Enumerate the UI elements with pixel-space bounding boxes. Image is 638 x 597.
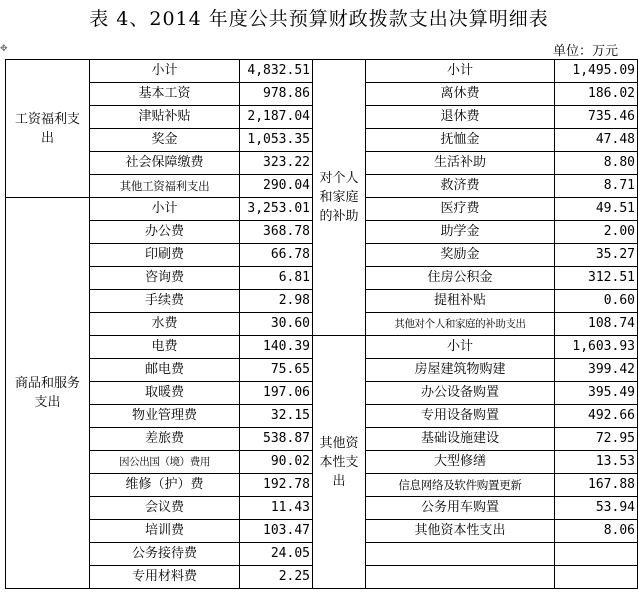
left-item-name: 咨询费	[90, 267, 240, 290]
right-item-name: 抚恤金	[366, 129, 555, 152]
right-item-name: 提租补贴	[366, 290, 555, 313]
left-item-amount: 32.15	[240, 405, 313, 428]
right-item-name: 退休费	[366, 106, 555, 129]
left-item-amount: 4,832.51	[240, 60, 313, 83]
right-item-name: 大型修缮	[366, 451, 555, 474]
right-item-name: 信息网络及软件购置更新	[366, 474, 555, 497]
right-item-amount: 35.27	[555, 244, 638, 267]
left-item-amount: 323.22	[240, 152, 313, 175]
right-item-name: 基础设施建设	[366, 428, 555, 451]
left-item-name: 差旅费	[90, 428, 240, 451]
right-item-name: 离休费	[366, 83, 555, 106]
left-item-name: 小计	[90, 198, 240, 221]
right-item-amount: 72.95	[555, 428, 638, 451]
right-item-name	[366, 566, 555, 589]
right-item-name: 奖励金	[366, 244, 555, 267]
left-item-name: 因公出国（境）费用	[90, 451, 240, 474]
right-item-amount: 395.49	[555, 382, 638, 405]
left-item-amount: 90.02	[240, 451, 313, 474]
left-item-amount: 66.78	[240, 244, 313, 267]
left-item-amount: 197.06	[240, 382, 313, 405]
group-label-goods: 商品和服务支出	[6, 198, 90, 589]
table-row	[6, 60, 638, 83]
left-item-amount: 103.47	[240, 520, 313, 543]
page-title: 表 4、2014 年度公共预算财政拨款支出决算明细表	[89, 8, 549, 30]
left-item-name: 电费	[90, 336, 240, 359]
right-item-amount: 53.94	[555, 497, 638, 520]
left-item-amount: 368.78	[240, 221, 313, 244]
right-item-amount: 735.46	[555, 106, 638, 129]
left-item-name: 手续费	[90, 290, 240, 313]
right-item-amount: 2.00	[555, 221, 638, 244]
right-item-name: 专用设备购置	[366, 405, 555, 428]
right-item-amount: 1,495.09	[555, 60, 638, 83]
left-item-amount: 2.98	[240, 290, 313, 313]
right-item-amount: 186.02	[555, 83, 638, 106]
right-item-amount	[555, 566, 638, 589]
left-item-name: 取暖费	[90, 382, 240, 405]
left-item-name: 小计	[90, 60, 240, 83]
right-item-amount: 0.60	[555, 290, 638, 313]
right-item-amount: 47.48	[555, 129, 638, 152]
left-item-name: 津贴补贴	[90, 106, 240, 129]
left-item-name: 印刷费	[90, 244, 240, 267]
left-item-name: 公务接待费	[90, 543, 240, 566]
left-item-amount: 192.78	[240, 474, 313, 497]
right-item-amount: 312.51	[555, 267, 638, 290]
right-item-amount: 492.66	[555, 405, 638, 428]
right-item-amount: 167.88	[555, 474, 638, 497]
group-label-capital: 其他资本性支出	[313, 336, 366, 589]
left-item-amount: 978.86	[240, 83, 313, 106]
left-item-amount: 6.81	[240, 267, 313, 290]
left-item-amount: 24.05	[240, 543, 313, 566]
right-item-name: 救济费	[366, 175, 555, 198]
left-item-name: 会议费	[90, 497, 240, 520]
right-item-name: 生活补助	[366, 152, 555, 175]
left-item-name: 其他工资福利支出	[90, 175, 240, 198]
expenditure-table	[5, 59, 638, 589]
right-item-amount: 8.71	[555, 175, 638, 198]
right-item-amount	[555, 543, 638, 566]
right-item-amount: 8.80	[555, 152, 638, 175]
right-item-name: 助学金	[366, 221, 555, 244]
right-item-name: 公务用车购置	[366, 497, 555, 520]
right-item-name: 小计	[366, 60, 555, 83]
group-label-personal: 对个人和家庭的补助	[313, 60, 366, 336]
right-item-name: 其他资本性支出	[366, 520, 555, 543]
right-item-name	[366, 543, 555, 566]
left-item-name: 培训费	[90, 520, 240, 543]
table-row	[6, 336, 638, 359]
left-item-name: 邮电费	[90, 359, 240, 382]
left-item-amount: 2.25	[240, 566, 313, 589]
right-item-name: 住房公积金	[366, 267, 555, 290]
left-item-name: 社会保障缴费	[90, 152, 240, 175]
left-item-amount: 2,187.04	[240, 106, 313, 129]
unit-label: 单位：万元	[552, 44, 618, 59]
left-item-amount: 1,053.35	[240, 129, 313, 152]
right-item-amount: 108.74	[555, 313, 638, 336]
table-move-handle-icon[interactable]: ✥	[0, 44, 8, 54]
left-item-amount: 3,253.01	[240, 198, 313, 221]
left-item-amount: 538.87	[240, 428, 313, 451]
right-item-amount: 8.06	[555, 520, 638, 543]
left-item-name: 办公费	[90, 221, 240, 244]
right-item-name: 小计	[366, 336, 555, 359]
left-item-name: 物业管理费	[90, 405, 240, 428]
left-item-amount: 290.04	[240, 175, 313, 198]
right-item-amount: 49.51	[555, 198, 638, 221]
right-item-amount: 1,603.93	[555, 336, 638, 359]
group-label-wage: 工资福利支出	[6, 60, 90, 198]
left-item-amount: 140.39	[240, 336, 313, 359]
left-item-name: 维修（护）费	[90, 474, 240, 497]
right-item-amount: 399.42	[555, 359, 638, 382]
left-item-name: 奖金	[90, 129, 240, 152]
left-item-name: 基本工资	[90, 83, 240, 106]
left-item-amount: 30.60	[240, 313, 313, 336]
left-item-name: 水费	[90, 313, 240, 336]
left-item-amount: 75.65	[240, 359, 313, 382]
left-item-amount: 11.43	[240, 497, 313, 520]
left-item-name: 专用材料费	[90, 566, 240, 589]
right-item-name: 房屋建筑物购建	[366, 359, 555, 382]
right-item-name: 医疗费	[366, 198, 555, 221]
right-item-amount: 13.53	[555, 451, 638, 474]
right-item-name: 其他对个人和家庭的补助支出	[366, 313, 555, 336]
right-item-name: 办公设备购置	[366, 382, 555, 405]
